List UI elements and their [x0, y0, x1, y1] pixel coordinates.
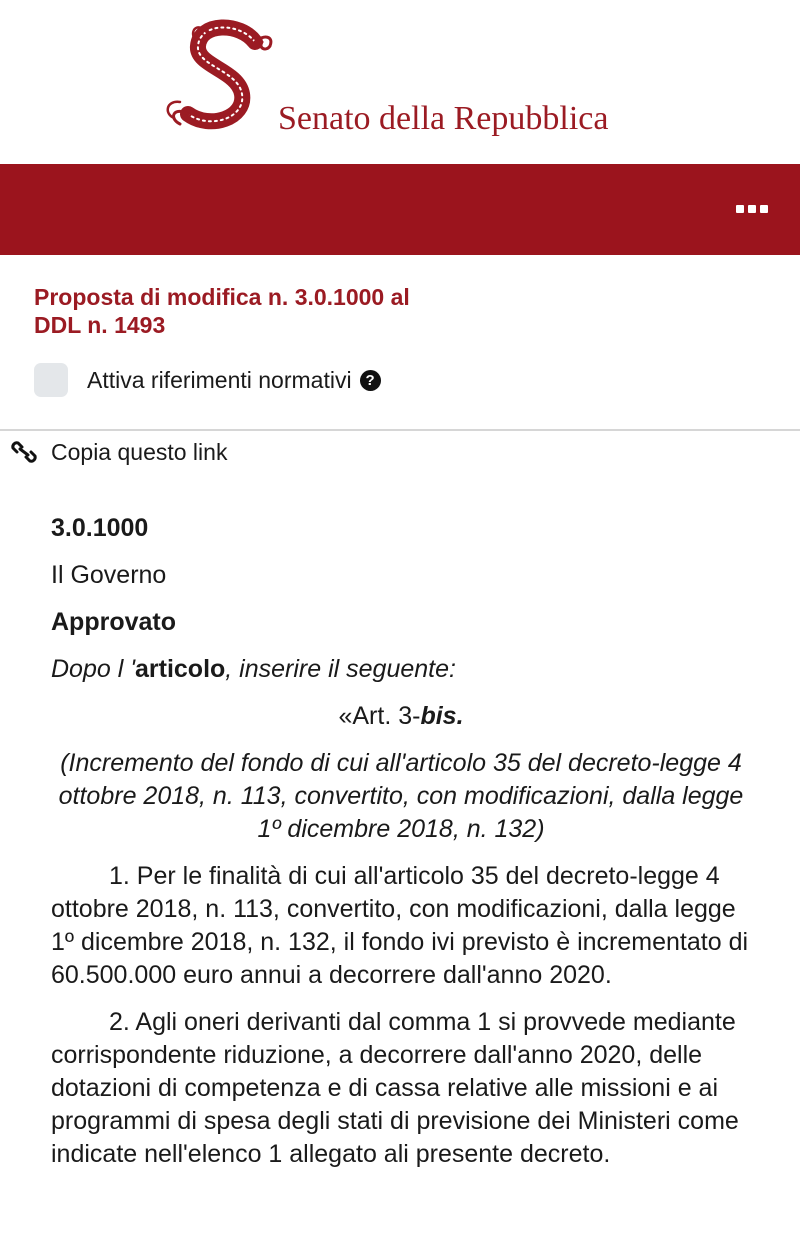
page-title-line2: DDL n. 1493 [34, 312, 166, 338]
copy-link-button[interactable] [10, 437, 227, 467]
normative-references-label: Attiva riferimenti normativi [87, 366, 352, 393]
help-icon[interactable]: ? [360, 370, 381, 391]
link-icon [10, 438, 38, 466]
instruction-suffix: , inserire il seguente: [225, 655, 456, 683]
divider [0, 429, 800, 431]
amendment-instruction [51, 653, 751, 686]
page-title [34, 283, 514, 339]
article-suffix: bis. [420, 702, 464, 730]
copy-link-label: Copia questo link [51, 438, 228, 465]
amendment-proponent: Il Governo [51, 561, 167, 589]
more-dots-icon [736, 205, 744, 213]
site-name: Senato della Repubblica [278, 100, 609, 137]
paragraph-1: 1. Per le finalità di cui all'articolo 35 del decreto-legge 4 ottobre 2018, n. 113, convertito, con modificazioni, dalla legge 1º dicembre 2018, n. 132, il fondo ivi previsto è incrementato di 60.500.000 euro annui a decorrere dall'anno 2020. [51, 862, 749, 989]
more-dot [760, 205, 768, 213]
article-prefix: «Art. 3- [338, 702, 421, 730]
normative-references-toggle[interactable] [34, 362, 381, 398]
instruction-bold: articolo [134, 655, 226, 683]
paragraph-2: 2. Agli oneri derivanti dal comma 1 si provvede mediante corrispondente riduzione, a decorrere dall'anno 2020, delle dotazioni di competenza e di cassa relative alle missioni e ai programmi di spesa degli stati di previsione dei Ministeri come indicate nell'elenco 1 allegato ali presente decreto. [51, 1008, 739, 1168]
article-subtitle: (Incremento del fondo di cui all'articolo 35 del decreto-legge 4 ottobre 2018, n. 113, convertito, con modificazioni, dalla legge 1º dicembre 2018, n. 132) [58, 749, 744, 843]
article-heading [51, 700, 751, 733]
amendment-status: Approvato [51, 608, 176, 636]
normative-references-checkbox[interactable] [34, 363, 68, 397]
more-dot [748, 205, 756, 213]
top-navigation-bar [0, 164, 800, 255]
instruction-prefix: Dopo l ' [51, 655, 135, 683]
more-menu-button[interactable] [732, 198, 772, 220]
amendment-number: 3.0.1000 [51, 514, 149, 542]
amendment-text [51, 512, 751, 1185]
page-title-line1: Proposta di modifica n. 3.0.1000 al [34, 284, 410, 310]
site-header [0, 0, 800, 164]
senato-s-logo-icon[interactable] [160, 14, 280, 134]
